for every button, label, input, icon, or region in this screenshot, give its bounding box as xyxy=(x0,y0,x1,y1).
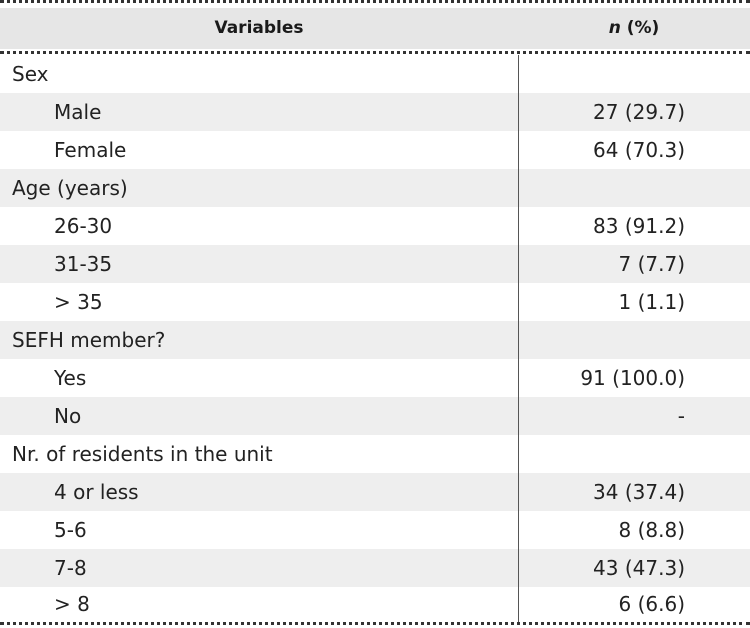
table-row xyxy=(0,169,750,207)
header-n-percent xyxy=(518,8,750,49)
row-label: No xyxy=(54,404,82,428)
row-label: Age (years) xyxy=(12,176,128,200)
row-value xyxy=(519,321,685,359)
row-label: Nr. of residents in the unit xyxy=(12,442,273,466)
table-row xyxy=(0,321,750,359)
row-value xyxy=(519,169,685,207)
row-label: 4 or less xyxy=(54,480,139,504)
table-row xyxy=(0,435,750,473)
row-value: - xyxy=(677,404,685,428)
row-label: 7-8 xyxy=(54,556,87,580)
table-row xyxy=(0,207,750,245)
row-value xyxy=(519,55,685,93)
row-value: 6 (6.6) xyxy=(618,592,685,616)
table-row xyxy=(0,283,750,321)
row-value: 34 (37.4) xyxy=(593,480,685,504)
row-label: 31-35 xyxy=(54,252,113,276)
row-label: Yes xyxy=(54,366,87,390)
row-label: Male xyxy=(54,100,102,124)
top-dotted-rule xyxy=(0,0,750,3)
table-row xyxy=(0,549,750,587)
row-label: > 35 xyxy=(54,290,103,314)
bottom-dotted-rule xyxy=(0,622,750,625)
row-label: > 8 xyxy=(54,592,90,616)
row-label: Sex xyxy=(12,62,49,86)
table-row xyxy=(0,131,750,169)
table-row xyxy=(0,473,750,511)
row-label: 26-30 xyxy=(54,214,113,238)
header-percent: (%) xyxy=(626,18,660,38)
table-row xyxy=(0,359,750,397)
column-divider xyxy=(518,55,519,622)
row-value xyxy=(519,435,685,473)
row-value: 83 (91.2) xyxy=(593,214,685,238)
table-row xyxy=(0,245,750,283)
header-n: n xyxy=(608,18,621,38)
table-row xyxy=(0,397,750,435)
row-value: 27 (29.7) xyxy=(593,100,685,124)
row-value: 91 (100.0) xyxy=(580,366,685,390)
header-variables: Variables xyxy=(214,18,304,38)
row-value: 7 (7.7) xyxy=(618,252,685,276)
row-value: 64 (70.3) xyxy=(593,138,685,162)
table-row xyxy=(0,93,750,131)
header-dotted-rule xyxy=(0,51,750,54)
table-header xyxy=(0,8,750,49)
table-row xyxy=(0,511,750,549)
row-label: Female xyxy=(54,138,127,162)
table-row xyxy=(0,587,750,622)
row-value: 8 (8.8) xyxy=(618,518,685,542)
row-value: 1 (1.1) xyxy=(618,290,685,314)
row-label: SEFH member? xyxy=(12,328,166,352)
row-value: 43 (47.3) xyxy=(593,556,685,580)
row-label: 5-6 xyxy=(54,518,87,542)
table-row xyxy=(0,55,750,93)
